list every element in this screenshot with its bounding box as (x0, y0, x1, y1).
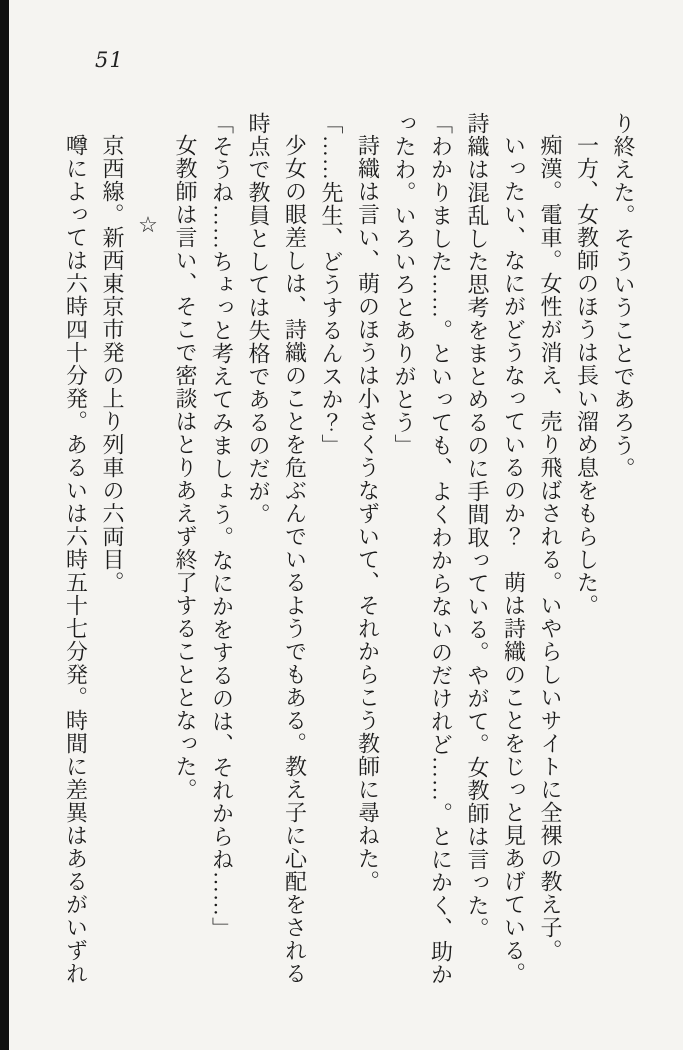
paragraph: 痴漢。電車。女性が消え、売り飛ばされる。いやらしいサイトに全裸の教え子。 (538, 134, 563, 962)
vertical-text-block (57, 112, 641, 986)
paragraph: 「そうね……ちょっと考えてみましょう。なにかをするのは、それからね……」 (209, 112, 235, 940)
paragraph: 少女の眼差しは、詩織のことを危ぶんでいるようでもある。教え子に心配をされる時点で教員としては失格であるのだが。 (246, 112, 308, 985)
section-break-star: ☆ (136, 213, 162, 240)
paragraph: 噂によっては六時四十分発。あるいは六時五十七分発。時間に差異はあるがいずれ (63, 134, 89, 985)
scan-gutter-shadow (0, 0, 9, 1050)
paragraph: 詩織は言い、萌のほうは小さくうなずいて、それからこう教師に尋ねた。 (355, 134, 381, 893)
page-number: 51 (95, 48, 124, 72)
paragraph: 「……先生、どうするんスか？」 (319, 112, 344, 457)
paragraph: 一方、女教師のほうは長い溜め息をもらした。 (574, 134, 600, 617)
paragraph: り終えた。そういうことであろう。 (611, 112, 636, 480)
paragraph: 女教師は言い、そこで密談はとりあえず終了することとなった。 (173, 134, 198, 801)
paragraph: 「わかりました……。といっても、よくわからないのだけれど……。とにかく、助かったわ。いろいろとありがとう」 (392, 112, 454, 986)
paragraph: 京西線。新西東京市発の上り列車の六両目。 (100, 134, 125, 594)
paragraph: いったい、なにがどうなっているのか？ 萌は詩織のことをじっと見あげている。詩織は混乱した思考をまとめるのに手間取っている。やがて。女教師は言った。 (465, 112, 527, 985)
